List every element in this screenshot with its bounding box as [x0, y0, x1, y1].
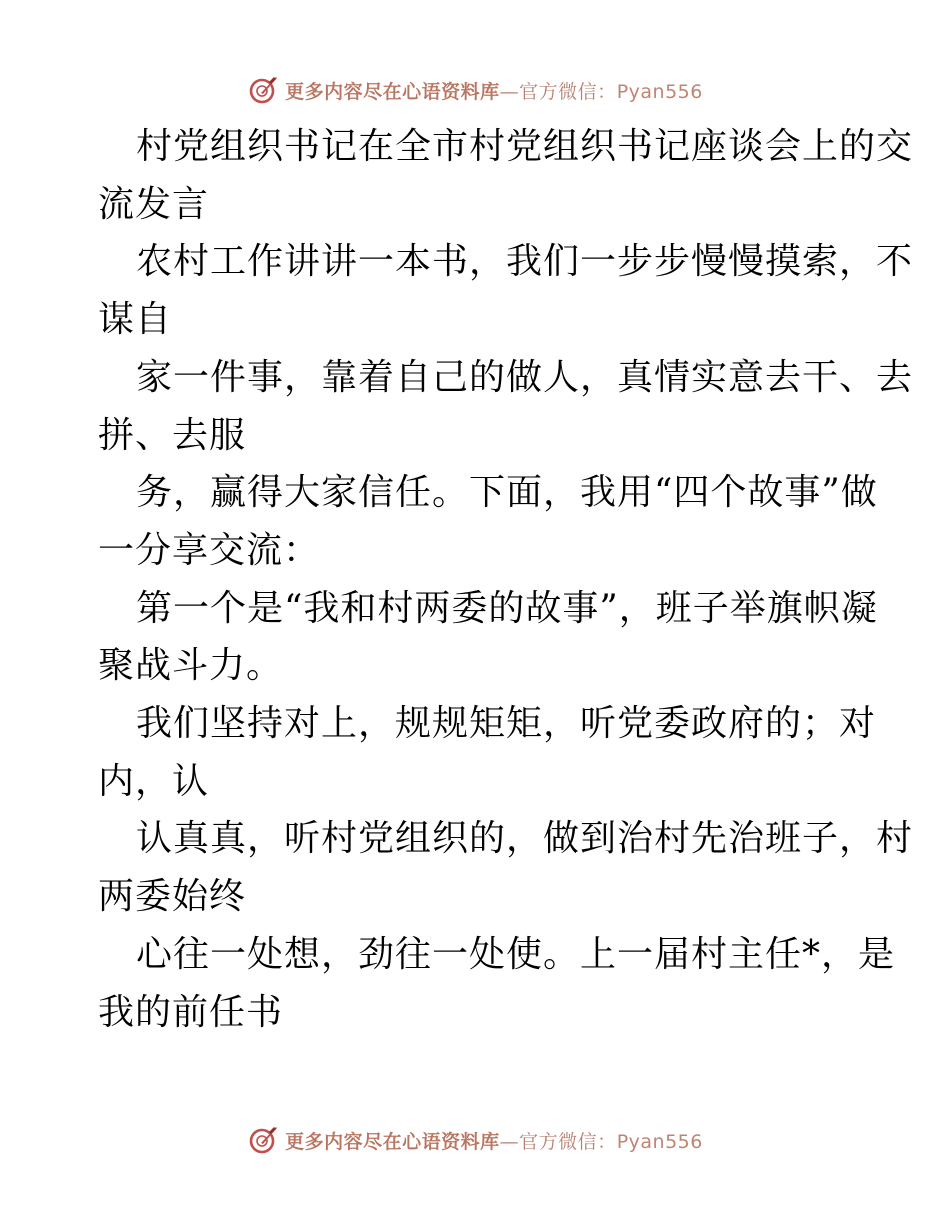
watermark-id: Pyan556 — [616, 1130, 703, 1153]
text-line: 心往一处想，劲往一处使。上一届村主任*，是 — [136, 933, 896, 975]
watermark-text — [285, 77, 703, 104]
text-line: 我们坚持对上，规规矩矩，听党委政府的；对 — [136, 703, 877, 745]
document-body — [98, 118, 914, 1041]
watermark-sub: —官方微信： — [499, 80, 617, 103]
text-line: 流发言 — [98, 183, 210, 225]
text-line: 谋自 — [98, 299, 173, 341]
text-line: 农村工作讲讲一本书，我们一步步慢慢摸索，不 — [136, 241, 914, 283]
watermark-main: 更多内容尽在心语资料库 — [285, 80, 500, 103]
text-line: 我的前任书 — [98, 991, 284, 1033]
header-watermark — [0, 70, 950, 110]
watermark-id: Pyan556 — [616, 80, 703, 103]
text-line: 一分享交流： — [98, 529, 321, 571]
text-line: 家一件事，靠着自己的做人，真情实意去干、去 — [136, 356, 914, 398]
quill-pen-circle-icon — [247, 74, 279, 106]
quill-pen-circle-icon — [247, 1124, 279, 1156]
text-line: 拼、去服 — [98, 414, 247, 456]
watermark-sub: —官方微信： — [499, 1130, 617, 1153]
text-line: 务，赢得大家信任。下面，我用“四个故事”做 — [136, 472, 878, 514]
text-line: 第一个是“我和村两委的故事”，班子举旗帜凝 — [136, 587, 878, 629]
text-line: 两委始终 — [98, 876, 247, 918]
footer-watermark — [0, 1120, 950, 1160]
text-line: 聚战斗力。 — [98, 645, 284, 687]
text-line: 认真真，听村党组织的，做到治村先治班子，村 — [136, 818, 914, 860]
watermark-text — [285, 1127, 703, 1154]
watermark-main: 更多内容尽在心语资料库 — [285, 1130, 500, 1153]
text-line: 内，认 — [98, 760, 210, 802]
text-line: 村党组织书记在全市村党组织书记座谈会上的交 — [136, 126, 914, 167]
